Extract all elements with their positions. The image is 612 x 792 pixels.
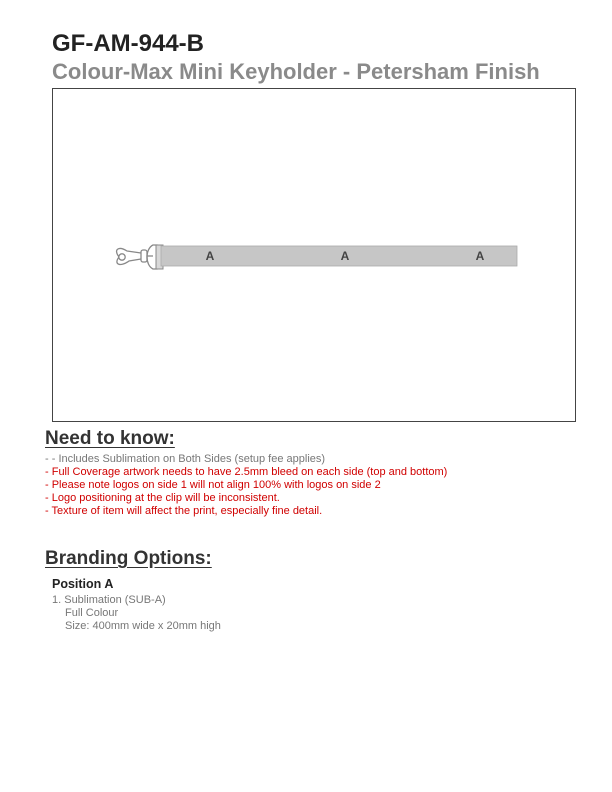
- note-item: - - Includes Sublimation on Both Sides (setup fee applies): [45, 453, 326, 465]
- keyholder-illustration: [53, 89, 577, 423]
- branding-options-heading: Branding Options:: [45, 548, 212, 569]
- branding-colour: Full Colour: [65, 607, 119, 619]
- note-item: - Logo positioning at the clip will be inconsistent.: [45, 492, 280, 504]
- clip-icon: [117, 245, 157, 269]
- position-label-a: A: [340, 249, 350, 263]
- position-title: Position A: [52, 577, 114, 591]
- need-to-know-list: [45, 453, 447, 518]
- branding-method: 1. Sublimation (SUB-A): [52, 594, 166, 606]
- branding-option: [52, 594, 221, 633]
- note-item: - Please note logos on side 1 will not align 100% with logos on side 2: [45, 479, 381, 491]
- position-label-a: A: [475, 249, 485, 263]
- position-label-a: A: [205, 249, 215, 263]
- need-to-know-heading: Need to know:: [45, 428, 175, 449]
- branding-size: Size: 400mm wide x 20mm high: [65, 620, 221, 632]
- note-item: - Full Coverage artwork needs to have 2.5mm bleed on each side (top and bottom): [45, 466, 448, 478]
- product-name: Colour-Max Mini Keyholder - Petersham Finish: [52, 59, 540, 84]
- product-image: [52, 88, 576, 422]
- product-code: GF-AM-944-B: [52, 30, 205, 57]
- note-item: - Texture of item will affect the print, especially fine detail.: [45, 505, 323, 517]
- strap-print-area: [161, 246, 517, 266]
